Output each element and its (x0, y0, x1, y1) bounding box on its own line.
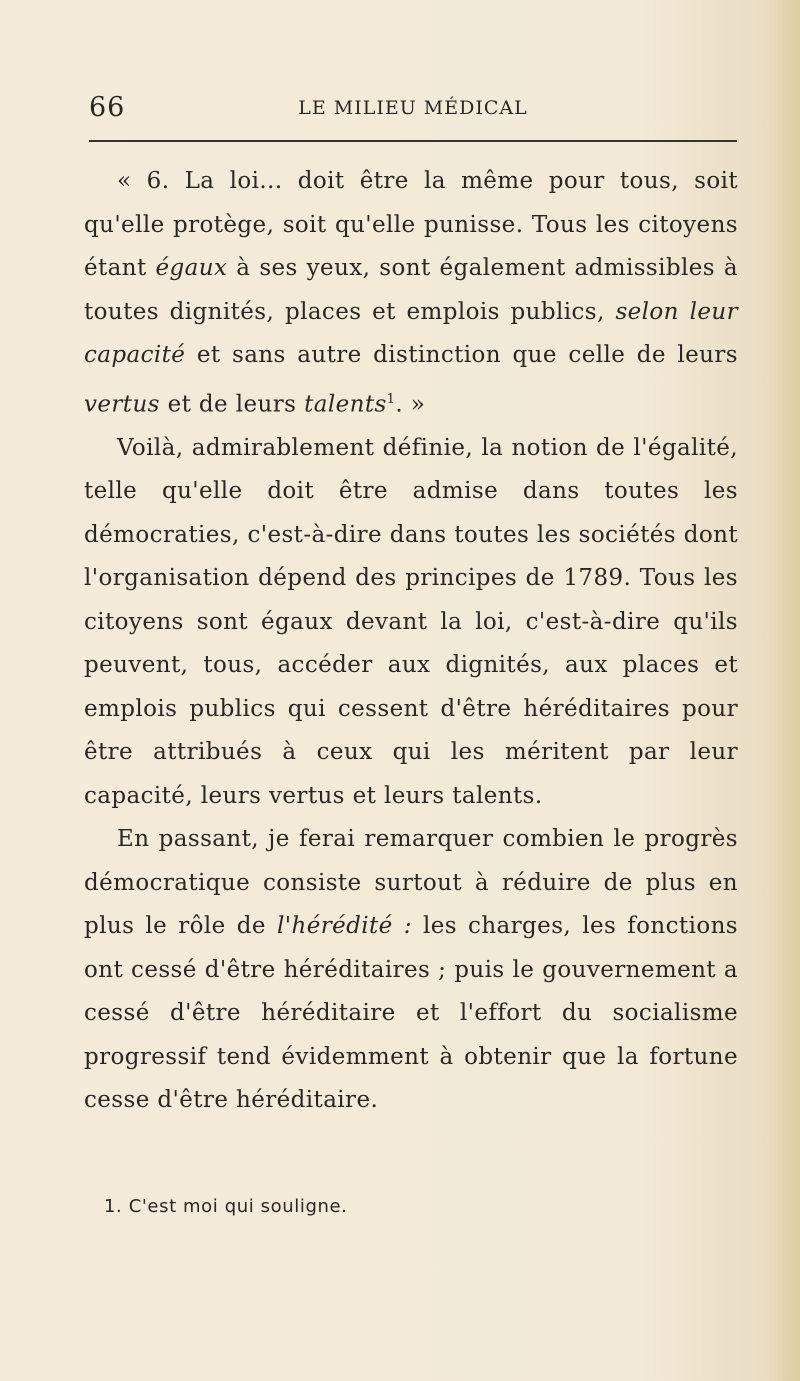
running-title: LE MILIEU MÉDICAL (298, 97, 528, 119)
paragraph (84, 427, 738, 819)
text-segment: et sans autre distinction que celle de leurs (185, 342, 738, 368)
text-segment: Voilà, admirablement définie, la notion de l'égalité, telle qu'elle doit être admise dans toutes les démocraties, c'est-à-dire dans toutes les sociétés dont l'organisation dépend des principes de 1789. Tous les citoyens sont égaux devant la loi, c'est-à-dire qu'ils peuvent, tous, accéder aux dignités, aux places et emplois publics qui cessent d'être héréditaires pour être attribués à ceux qui les méritent par leur capacité, leurs vertus et leurs talents. (84, 434, 738, 809)
footnote-marker: 1 (386, 391, 396, 407)
paragraph (84, 160, 738, 427)
text-segment: En passant, je ferai remarquer combien le progrès démocratique consiste surtout à réduire de plus en plus le rôle de (84, 826, 738, 940)
text-segment: à ses yeux, sont également admissibles à toutes dignités, places et emplois publics, (84, 255, 738, 325)
italic-text: égaux (155, 255, 228, 281)
paragraph (84, 818, 738, 1123)
text-segment: . » (395, 391, 426, 418)
page-number: 66 (89, 92, 126, 123)
body-text (84, 160, 738, 1123)
text-segment: les charges, les fonctions ont cessé d'être héréditaires ; puis le gouvernement a cessé d'être héréditaire et l'effort du socialisme progressif tend évidemment à obtenir que la fortune cesse d'être héréditaire. (84, 913, 738, 1114)
page-header (89, 88, 737, 128)
text-segment: « 6. La loi... doit être la même pour tous, soit qu'elle protège, soit qu'elle punisse. Tous les citoyens étant (84, 168, 738, 281)
text-segment: et de leurs (159, 391, 305, 418)
italic-text: l'hérédité : (277, 913, 412, 940)
header-rule (89, 140, 737, 142)
italic-text: vertus (84, 391, 160, 418)
italic-text: selon leur capacité (84, 298, 738, 368)
italic-text: talents (304, 391, 387, 418)
footnote: 1. C'est moi qui souligne. (104, 1196, 348, 1217)
